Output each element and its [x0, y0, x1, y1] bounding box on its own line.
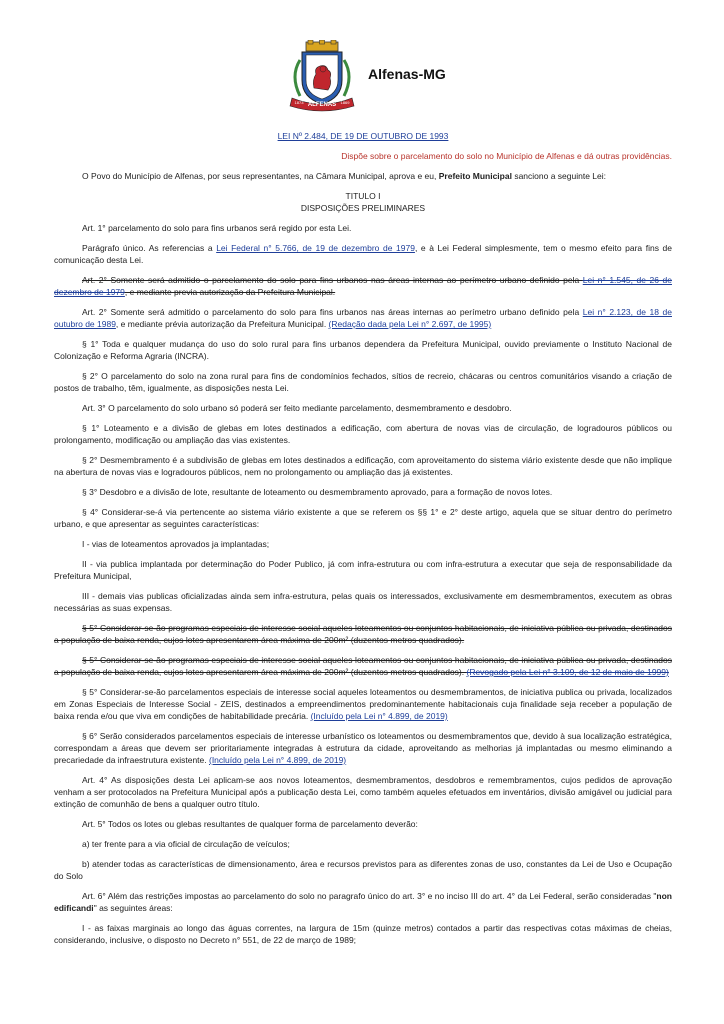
article-5-item-b: b) atender todas as características de dimensionamento, área e recursos previstos para as diferentes zonas de uso, constantes da Lei de Uso e Ocupação do Solo	[54, 859, 672, 881]
article-2: Art. 2° Somente será admitido o parcelamento do solo para fins urbanos nas áreas internas ao perímetro urbano definido pela Lei n° 2.123, de 18 de outubro de 1989, e mediante prévia autorização da Prefeitura Municipal. (Redação dada pela Lei n° 2.697, de 1995)	[54, 307, 672, 329]
article-3: Art. 3° O parcelamento do solo urbano só poderá ser feito mediante parcelamento, desmembramento e desdobro.	[82, 403, 512, 413]
article-3-paragraph-4: § 4° Considerar-se-á via pertencente ao sistema viário existente a que se referem os §§ 1° e 2° deste artigo, aquela que se situar dentro do perímetro urbano, e que apresentar as seguintes características:	[54, 507, 672, 529]
title-heading	[54, 190, 672, 214]
item-ii: II - via publica implantada por determinação do Poder Publico, já com infra-estrutura ou com infra-estrutura a executar que seja de responsabilidade da Prefeitura Municipal,	[54, 559, 672, 581]
law-1545-link[interactable]: Lei n° 1.545, de 26 de dezembro de 1979	[54, 275, 672, 297]
law-4899-link-2[interactable]: (Incluído pela Lei n° 4.899, de 2019)	[208, 755, 347, 765]
law-2697-link[interactable]: (Redação dada pela Lei n° 2.697, de 1995)	[328, 319, 492, 329]
paragraph-5-revoked-1: § 5° Considerar-se-ão programas especiais de interesse social aqueles loteamentos ou conjuntos habitacionais, de iniciativa pública ou privada, destinados a população de baixa renda, cujos lotes apresentarem área máxima de 200m² (duzentos metros quadrados).	[54, 623, 672, 645]
municipal-crest-logo	[284, 40, 360, 112]
article-5: Art. 5° Todos os lotes ou glebas resultantes de qualquer forma de parcelamento deverão:	[82, 819, 418, 829]
law-2123-link[interactable]: Lei n° 2.123, de 18 de outubro de 1989	[54, 307, 672, 329]
article-2-paragraph-2: § 2° O parcelamento do solo na zona rural para fins de condomínios fechados, sítios de recreio, chácaras ou centros comunitários visando a criação de postos de trabalho, têm, igualmente, as disposições nesta Lei.	[54, 371, 672, 393]
paragraph-6: § 6° Serão considerados parcelamentos especiais de interesse urbanístico os loteamentos ou desmembramentos que, devido à sua localização estratégica, correspondam a áreas que devem ser prioritariamente integradas à estrutura da cidade, aproveitando as melhorias já implantadas ou mesmo eliminando a precariedade da infraestrutura existente. (Incluído pela Lei n° 4.899, de 2019)	[54, 731, 672, 765]
title-number: TITULO I	[345, 191, 381, 201]
article-2-paragraph-1: § 1° Toda e qualquer mudança do uso do solo rural para fins urbanos dependera da Prefeitura Municipal, ouvido previamente o Instituto Nacional de Colonização e Reforma Agraria (INCRA).	[54, 339, 672, 361]
law-4899-link[interactable]: (Incluído pela Lei n° 4.899, de 2019)	[310, 711, 448, 721]
header	[0, 40, 724, 112]
federal-law-link[interactable]: Lei Federal n° 5.766, de 19 de dezembro de 1979	[216, 243, 415, 253]
preamble: O Povo do Município de Alfenas, por seus representantes, na Câmara Municipal, aprova e eu, Prefeito Municipal sanciono a seguinte Lei:	[82, 171, 606, 181]
article-3-paragraph-1: § 1° Loteamento e a divisão de glebas em lotes destinados a edificação, com abertura de novas vias de circulação, de logradouros públicos ou prolongamento, modificação ou ampliação das vias existentes.	[54, 423, 672, 445]
article-3-paragraph-2: § 2° Desmembramento é a subdivisão de glebas em lotes destinados a edificação, com aproveitamento do sistema viário existente desde que não implique na abertura de novas vias e logradouros públicos, nem no prolongamento ou ampliação das já existentes.	[54, 455, 672, 477]
article-2-revoked: Art. 2° Somente será admitido o parcelamento do solo para fins urbanos nas áreas internas ao perímetro urbano definido pela Lei n° 1.545, de 26 de dezembro de 1979, e mediante previa autorização da Prefeitura Municipal.	[54, 275, 672, 297]
paragraph-5: § 5° Considerar-se-ão parcelamentos especiais de interesse social aqueles loteamentos ou desmembramentos, de iniciativa publica ou privada, localizados em Zonas Especiais de Interesse Social - ZEIS, destinados a empreendimentos predominantemente habitacionais cuja finalidade seja receber a população de baixa renda e/ou que viva em condições de habitabilidade precária. (Incluído pela Lei n° 4.899, de 2019)	[54, 687, 672, 721]
sole-paragraph: Parágrafo único. As referencias a Lei Federal n° 5.766, de 19 de dezembro de 1979, e à Lei Federal simplesmente, tem o mesmo efeito para fins de comunicação desta Lei.	[54, 243, 673, 265]
law-3109-link[interactable]: (Revogado pela Lei n° 3.109, de 12 de maio de 1999)	[466, 667, 669, 677]
article-4: Art. 4° As disposições desta Lei aplicam-se aos novos loteamentos, desmembramentos, desdobros e remembramentos, cujos pedidos de aprovação venham a ser protocolados na Prefeitura Municipal após a publicação desta Lei, como também aqueles efetuados em inventários, divisão amigável ou judicial para extinção de comunhão de bens a qualquer outro título.	[54, 775, 672, 809]
svg-text:1869: 1869	[340, 100, 350, 105]
article-1: Art. 1° parcelamento do solo para fins urbanos será regido por esta Lei.	[82, 223, 352, 233]
item-i: I - vias de loteamentos aprovados ja implantadas;	[82, 539, 270, 549]
item-iii: III - demais vias publicas oficializadas ainda sem infra-estrutura, pelas quais os interessados, exclusivamente em desmembramentos, executem as obras necessárias as suas expensas.	[54, 591, 672, 613]
article-6-item-i: I - as faixas marginais ao longo das águas correntes, na largura de 15m (quinze metros) contados a partir das respectivas cotas máximas de cheias, considerando, inclusive, o disposto no Decreto n° 551, de 22 de março de 1989;	[54, 923, 672, 945]
law-content	[54, 130, 672, 954]
title-name: DISPOSIÇÕES PRELIMINARES	[300, 203, 426, 213]
article-6: Art. 6° Além das restrições impostas ao parcelamento do solo no paragrafo único do art. 3° e no inciso III do art. 4° da Lei Federal, serão consideradas "non edificandi" as seguintes áreas:	[54, 891, 672, 913]
article-3-paragraph-3: § 3° Desdobro e a divisão de lote, resultante de loteamento ou desmembramento aprovado, para a formação de novos lotes.	[82, 487, 553, 497]
crest-ribbon-text: ALFENAS	[307, 102, 337, 108]
law-summary: Dispõe sobre o parcelamento do solo no Município de Alfenas e dá outras providências.	[341, 151, 672, 161]
paragraph-5-revoked-2: § 5° Considerar-se-ão programas especiais de interesse social aqueles loteamentos ou conjuntos habitacionais, de iniciativa pública ou privada, destinados a população de baixa renda, cujos lotes apresentarem área máxima de 200m² (duzentos metros quadrados). (Revogado pela Lei n° 3.109, de 12 de maio de 1999)	[54, 655, 672, 677]
law-title-link[interactable]: LEI Nº 2.484, DE 19 DE OUTUBRO DE 1993	[277, 131, 449, 141]
city-name: Alfenas-MG	[368, 66, 446, 82]
article-5-item-a: a) ter frente para a via oficial de circulação de veículos;	[82, 839, 290, 849]
svg-text:1873: 1873	[294, 100, 304, 105]
